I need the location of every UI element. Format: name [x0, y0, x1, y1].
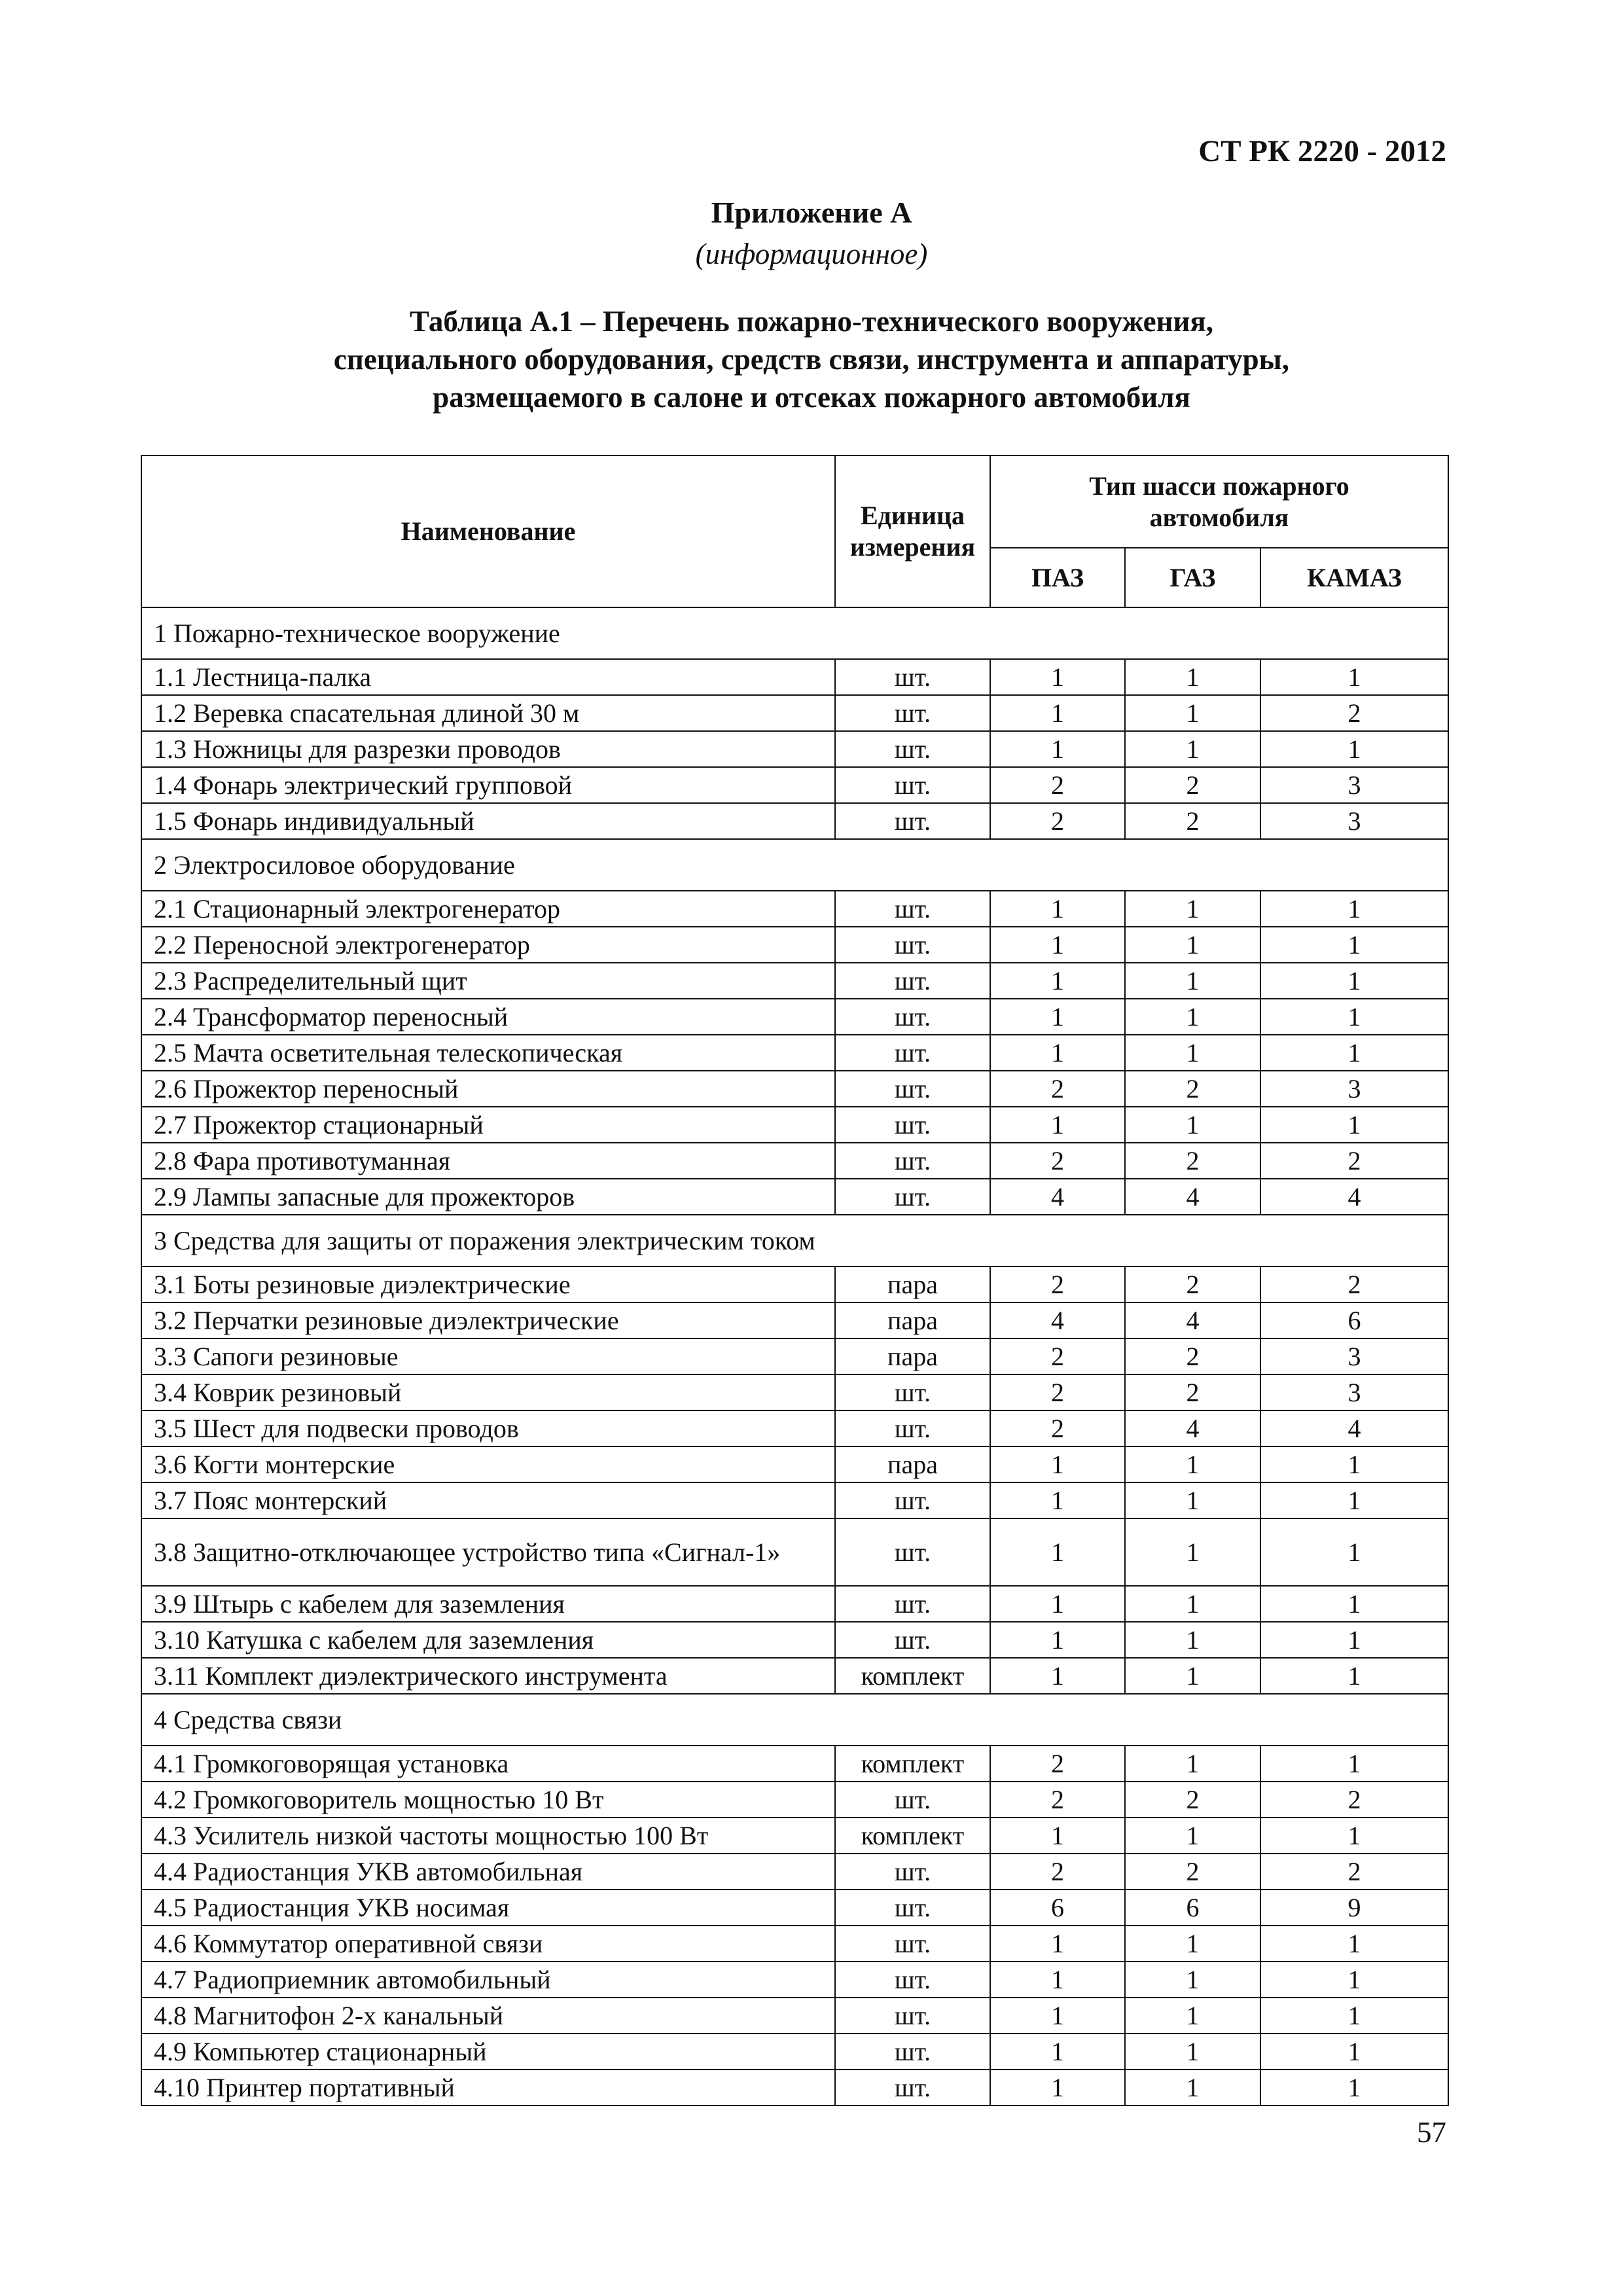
cell-name: 2.3 Распределительный щит	[141, 963, 835, 999]
cell-paz: 1	[990, 999, 1125, 1035]
header-chassis-line: автомобиля	[1149, 502, 1289, 532]
cell-paz: 1	[990, 2034, 1125, 2070]
cell-paz: 1	[990, 927, 1125, 963]
table-row	[141, 1890, 1448, 1926]
table-row	[141, 1179, 1448, 1215]
table-row	[141, 1107, 1448, 1143]
cell-name: 1.3 Ножницы для разрезки проводов	[141, 731, 835, 767]
table-row	[141, 1374, 1448, 1410]
cell-kamaz: 4	[1260, 1179, 1448, 1215]
header-unit-line: Единица	[860, 501, 965, 530]
cell-paz: 1	[990, 1658, 1125, 1694]
cell-gaz: 1	[1125, 927, 1260, 963]
cell-unit: шт.	[835, 1518, 990, 1586]
cell-kamaz: 1	[1260, 1446, 1448, 1482]
cell-kamaz: 9	[1260, 1890, 1448, 1926]
table-row	[141, 731, 1448, 767]
cell-paz: 1	[990, 1518, 1125, 1586]
cell-gaz: 2	[1125, 1338, 1260, 1374]
cell-name: 4.10 Принтер портативный	[141, 2070, 835, 2106]
cell-paz: 2	[990, 1143, 1125, 1179]
table-row	[141, 891, 1448, 927]
cell-unit: шт.	[835, 927, 990, 963]
cell-gaz: 2	[1125, 1266, 1260, 1302]
cell-paz: 2	[990, 1338, 1125, 1374]
cell-paz: 1	[990, 1998, 1125, 2034]
appendix-subtitle: (информационное)	[695, 238, 928, 270]
cell-kamaz: 1	[1260, 1518, 1448, 1586]
cell-paz: 2	[990, 767, 1125, 803]
cell-gaz: 1	[1125, 1482, 1260, 1518]
table-row	[141, 659, 1448, 695]
cell-unit: шт.	[835, 963, 990, 999]
cell-name: 4.4 Радиостанция УКВ автомобильная	[141, 1854, 835, 1890]
cell-unit: шт.	[835, 1482, 990, 1518]
cell-unit: шт.	[835, 1998, 990, 2034]
table-row	[141, 2034, 1448, 2070]
cell-name: 4.7 Радиоприемник автомобильный	[141, 1962, 835, 1998]
cell-paz: 1	[990, 891, 1125, 927]
cell-unit: пара	[835, 1338, 990, 1374]
cell-name: 3.8 Защитно-отключающее устройство типа «Сигнал-1»	[141, 1518, 835, 1586]
cell-unit: шт.	[835, 1586, 990, 1622]
header-unit-line: измерения	[849, 532, 976, 562]
cell-name: 3.4 Коврик резиновый	[141, 1374, 835, 1410]
header-kamaz: КАМАЗ	[1260, 548, 1448, 607]
cell-name: 4.1 Громкоговорящая установка	[141, 1746, 835, 1782]
table-row	[141, 2070, 1448, 2106]
cell-gaz: 1	[1125, 891, 1260, 927]
cell-paz: 1	[990, 695, 1125, 731]
cell-gaz: 1	[1125, 2070, 1260, 2106]
table-row	[141, 1962, 1448, 1998]
cell-gaz: 2	[1125, 1071, 1260, 1107]
cell-kamaz: 1	[1260, 1998, 1448, 2034]
cell-unit: шт.	[835, 695, 990, 731]
header-gaz: ГАЗ	[1125, 548, 1260, 607]
cell-name: 1.1 Лестница-палка	[141, 659, 835, 695]
cell-kamaz: 1	[1260, 659, 1448, 695]
cell-gaz: 1	[1125, 659, 1260, 695]
cell-kamaz: 2	[1260, 695, 1448, 731]
table-row	[141, 1746, 1448, 1782]
cell-name: 3.10 Катушка с кабелем для заземления	[141, 1622, 835, 1658]
cell-gaz: 1	[1125, 1586, 1260, 1622]
cell-kamaz: 1	[1260, 1622, 1448, 1658]
section-row	[141, 1694, 1448, 1746]
cell-gaz: 4	[1125, 1302, 1260, 1338]
cell-gaz: 1	[1125, 1818, 1260, 1854]
table-row	[141, 963, 1448, 999]
section-title: 3 Средства для защиты от поражения электрическим током	[141, 1215, 1448, 1266]
cell-gaz: 1	[1125, 1518, 1260, 1586]
cell-unit: шт.	[835, 1782, 990, 1818]
table-row	[141, 1266, 1448, 1302]
cell-unit: шт.	[835, 1890, 990, 1926]
table-caption	[131, 302, 1492, 416]
cell-paz: 1	[990, 1622, 1125, 1658]
section-title: 1 Пожарно-техническое вооружение	[141, 607, 1448, 659]
cell-gaz: 1	[1125, 2034, 1260, 2070]
cell-paz: 1	[990, 1482, 1125, 1518]
cell-unit: шт.	[835, 1143, 990, 1179]
cell-kamaz: 2	[1260, 1266, 1448, 1302]
cell-gaz: 1	[1125, 1622, 1260, 1658]
cell-gaz: 2	[1125, 1374, 1260, 1410]
section-title: 4 Средства связи	[141, 1694, 1448, 1746]
section-row	[141, 1215, 1448, 1266]
cell-kamaz: 2	[1260, 1143, 1448, 1179]
cell-name: 1.5 Фонарь индивидуальный	[141, 803, 835, 839]
cell-paz: 1	[990, 1818, 1125, 1854]
cell-gaz: 4	[1125, 1179, 1260, 1215]
cell-unit: шт.	[835, 659, 990, 695]
cell-name: 3.11 Комплект диэлектрического инструмента	[141, 1658, 835, 1694]
cell-name: 4.9 Компьютер стационарный	[141, 2034, 835, 2070]
cell-gaz: 1	[1125, 1926, 1260, 1962]
table-row	[141, 927, 1448, 963]
cell-unit: пара	[835, 1446, 990, 1482]
cell-kamaz: 1	[1260, 1926, 1448, 1962]
cell-unit: комплект	[835, 1818, 990, 1854]
cell-kamaz: 1	[1260, 1035, 1448, 1071]
cell-gaz: 2	[1125, 803, 1260, 839]
cell-gaz: 1	[1125, 731, 1260, 767]
cell-unit: шт.	[835, 1926, 990, 1962]
cell-paz: 1	[990, 1446, 1125, 1482]
cell-kamaz: 1	[1260, 2070, 1448, 2106]
cell-gaz: 2	[1125, 767, 1260, 803]
cell-gaz: 1	[1125, 963, 1260, 999]
cell-name: 4.6 Коммутатор оперативной связи	[141, 1926, 835, 1962]
cell-name: 3.7 Пояс монтерский	[141, 1482, 835, 1518]
cell-unit: шт.	[835, 803, 990, 839]
table-row	[141, 1782, 1448, 1818]
table-row	[141, 1410, 1448, 1446]
table-row	[141, 1854, 1448, 1890]
table-row	[141, 1143, 1448, 1179]
table-row	[141, 1818, 1448, 1854]
table-row	[141, 999, 1448, 1035]
cell-kamaz: 4	[1260, 1410, 1448, 1446]
cell-kamaz: 3	[1260, 803, 1448, 839]
cell-paz: 2	[990, 1071, 1125, 1107]
cell-name: 1.2 Веревка спасательная длиной 30 м	[141, 695, 835, 731]
table-row	[141, 1586, 1448, 1622]
equipment-table	[141, 455, 1449, 2106]
cell-kamaz: 3	[1260, 1071, 1448, 1107]
cell-kamaz: 1	[1260, 963, 1448, 999]
cell-name: 2.4 Трансформатор переносный	[141, 999, 835, 1035]
cell-paz: 1	[990, 731, 1125, 767]
cell-gaz: 2	[1125, 1782, 1260, 1818]
caption-line: Таблица А.1 – Перечень пожарно-технического вооружения,	[409, 305, 1214, 338]
table-row	[141, 1302, 1448, 1338]
section-row	[141, 607, 1448, 659]
cell-name: 2.5 Мачта осветительная телескопическая	[141, 1035, 835, 1071]
cell-name: 1.4 Фонарь электрический групповой	[141, 767, 835, 803]
cell-unit: шт.	[835, 1962, 990, 1998]
cell-paz: 4	[990, 1179, 1125, 1215]
cell-name: 3.9 Штырь с кабелем для заземления	[141, 1586, 835, 1622]
table-header	[141, 456, 1448, 607]
cell-unit: шт.	[835, 999, 990, 1035]
cell-kamaz: 1	[1260, 1107, 1448, 1143]
table-row	[141, 1622, 1448, 1658]
table-body	[141, 607, 1448, 2106]
cell-paz: 1	[990, 1586, 1125, 1622]
cell-kamaz: 1	[1260, 1586, 1448, 1622]
cell-kamaz: 1	[1260, 1482, 1448, 1518]
cell-name: 4.3 Усилитель низкой частоты мощностью 100 Вт	[141, 1818, 835, 1854]
document-code: СТ РК 2220 - 2012	[1198, 134, 1446, 168]
cell-gaz: 1	[1125, 1962, 1260, 1998]
caption-line: размещаемого в салоне и отсеках пожарного автомобиля	[433, 381, 1190, 414]
cell-paz: 2	[990, 1266, 1125, 1302]
cell-unit: пара	[835, 1302, 990, 1338]
cell-unit: комплект	[835, 1658, 990, 1694]
header-chassis-type	[990, 456, 1448, 548]
cell-paz: 1	[990, 1107, 1125, 1143]
cell-name: 3.2 Перчатки резиновые диэлектрические	[141, 1302, 835, 1338]
cell-paz: 2	[990, 1782, 1125, 1818]
cell-name: 2.9 Лампы запасные для прожекторов	[141, 1179, 835, 1215]
table-row	[141, 1658, 1448, 1694]
cell-name: 2.2 Переносной электрогенератор	[141, 927, 835, 963]
cell-paz: 1	[990, 659, 1125, 695]
cell-paz: 2	[990, 1854, 1125, 1890]
cell-paz: 1	[990, 963, 1125, 999]
table-row	[141, 1926, 1448, 1962]
cell-unit: шт.	[835, 1410, 990, 1446]
cell-unit: комплект	[835, 1746, 990, 1782]
cell-unit: шт.	[835, 731, 990, 767]
cell-paz: 2	[990, 1746, 1125, 1782]
cell-paz: 2	[990, 1374, 1125, 1410]
cell-unit: шт.	[835, 1854, 990, 1890]
cell-kamaz: 1	[1260, 999, 1448, 1035]
cell-unit: шт.	[835, 2034, 990, 2070]
table-row	[141, 1998, 1448, 2034]
header-chassis-line: Тип шасси пожарного	[1089, 471, 1349, 501]
cell-unit: шт.	[835, 1179, 990, 1215]
cell-unit: шт.	[835, 1107, 990, 1143]
caption-line: специального оборудования, средств связи, инструмента и аппаратуры,	[333, 343, 1290, 376]
cell-name: 3.3 Сапоги резиновые	[141, 1338, 835, 1374]
cell-kamaz: 1	[1260, 1746, 1448, 1782]
cell-name: 3.5 Шест для подвески проводов	[141, 1410, 835, 1446]
cell-kamaz: 3	[1260, 1374, 1448, 1410]
cell-name: 4.5 Радиостанция УКВ носимая	[141, 1890, 835, 1926]
header-name: Наименование	[141, 456, 835, 607]
cell-gaz: 4	[1125, 1410, 1260, 1446]
cell-unit: шт.	[835, 1374, 990, 1410]
cell-gaz: 1	[1125, 1746, 1260, 1782]
cell-kamaz: 1	[1260, 1658, 1448, 1694]
cell-kamaz: 3	[1260, 1338, 1448, 1374]
cell-paz: 6	[990, 1890, 1125, 1926]
cell-unit: шт.	[835, 1035, 990, 1071]
cell-gaz: 2	[1125, 1143, 1260, 1179]
cell-paz: 4	[990, 1302, 1125, 1338]
table-row	[141, 803, 1448, 839]
cell-kamaz: 6	[1260, 1302, 1448, 1338]
cell-gaz: 6	[1125, 1890, 1260, 1926]
cell-gaz: 1	[1125, 1446, 1260, 1482]
cell-name: 2.1 Стационарный электрогенератор	[141, 891, 835, 927]
table-row	[141, 1035, 1448, 1071]
cell-gaz: 1	[1125, 999, 1260, 1035]
cell-gaz: 1	[1125, 1107, 1260, 1143]
cell-name: 4.2 Громкоговоритель мощностью 10 Вт	[141, 1782, 835, 1818]
table-row	[141, 1518, 1448, 1586]
cell-name: 2.6 Прожектор переносный	[141, 1071, 835, 1107]
appendix-title: Приложение А	[711, 196, 912, 229]
cell-name: 3.1 Боты резиновые диэлектрические	[141, 1266, 835, 1302]
cell-kamaz: 1	[1260, 731, 1448, 767]
cell-kamaz: 2	[1260, 1782, 1448, 1818]
table-row	[141, 1338, 1448, 1374]
cell-kamaz: 3	[1260, 767, 1448, 803]
cell-name: 4.8 Магнитофон 2-х канальный	[141, 1998, 835, 2034]
cell-paz: 1	[990, 2070, 1125, 2106]
table-row	[141, 695, 1448, 731]
cell-gaz: 1	[1125, 1658, 1260, 1694]
cell-gaz: 1	[1125, 1998, 1260, 2034]
cell-gaz: 1	[1125, 1035, 1260, 1071]
cell-kamaz: 2	[1260, 1854, 1448, 1890]
cell-kamaz: 1	[1260, 1818, 1448, 1854]
section-row	[141, 839, 1448, 891]
cell-unit: пара	[835, 1266, 990, 1302]
table-row	[141, 1446, 1448, 1482]
header-paz: ПАЗ	[990, 548, 1125, 607]
cell-name: 2.7 Прожектор стационарный	[141, 1107, 835, 1143]
cell-kamaz: 1	[1260, 891, 1448, 927]
cell-unit: шт.	[835, 1071, 990, 1107]
header-unit	[835, 456, 990, 607]
cell-paz: 1	[990, 1926, 1125, 1962]
cell-paz: 1	[990, 1962, 1125, 1998]
cell-kamaz: 1	[1260, 927, 1448, 963]
cell-unit: шт.	[835, 2070, 990, 2106]
cell-kamaz: 1	[1260, 1962, 1448, 1998]
cell-name: 3.6 Когти монтерские	[141, 1446, 835, 1482]
table-row	[141, 767, 1448, 803]
cell-unit: шт.	[835, 891, 990, 927]
table-row	[141, 1482, 1448, 1518]
cell-paz: 2	[990, 1410, 1125, 1446]
table-row	[141, 1071, 1448, 1107]
cell-gaz: 1	[1125, 695, 1260, 731]
cell-unit: шт.	[835, 1622, 990, 1658]
page-number: 57	[1417, 2116, 1446, 2149]
section-title: 2 Электросиловое оборудование	[141, 839, 1448, 891]
cell-gaz: 2	[1125, 1854, 1260, 1890]
cell-name: 2.8 Фара противотуманная	[141, 1143, 835, 1179]
cell-paz: 1	[990, 1035, 1125, 1071]
cell-paz: 2	[990, 803, 1125, 839]
cell-unit: шт.	[835, 767, 990, 803]
cell-kamaz: 1	[1260, 2034, 1448, 2070]
